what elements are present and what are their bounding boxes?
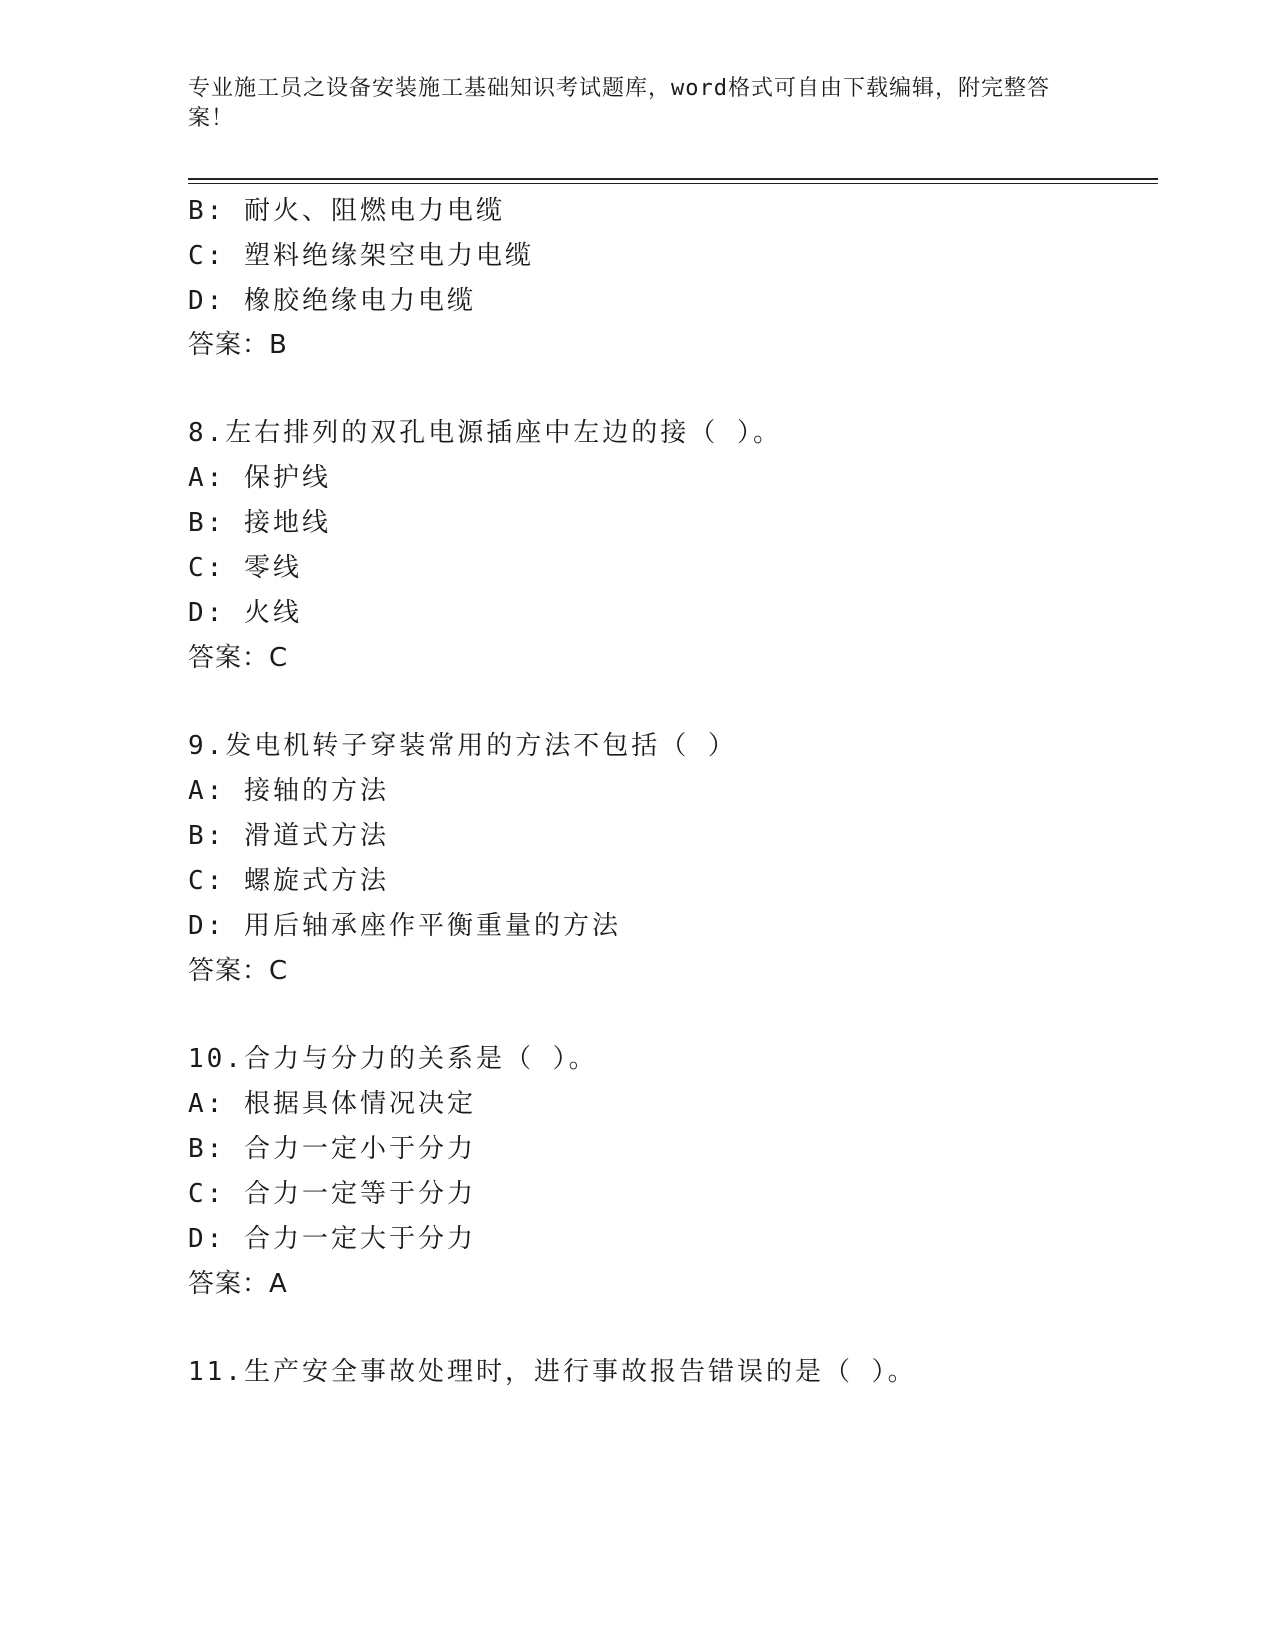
option-line: A: 保护线 [188,463,331,493]
answer-line: 答案：A [188,1269,288,1299]
question-line: 8.左右排列的双孔电源插座中左边的接（ ）。 [188,418,782,448]
option-line: C: 螺旋式方法 [188,866,389,896]
answer-line: 答案：C [188,956,289,986]
question-line: 10.合力与分力的关系是（ ）。 [188,1044,598,1074]
option-line: D: 火线 [188,598,302,628]
option-line: C: 塑料绝缘架空电力电缆 [188,241,534,271]
header-rule-thick [188,178,1158,180]
option-line: B: 接地线 [188,508,331,538]
option-line: A: 根据具体情况决定 [188,1089,476,1119]
option-line: D: 合力一定大于分力 [188,1224,476,1254]
option-line: D: 用后轴承座作平衡重量的方法 [188,911,621,941]
option-line: B: 合力一定小于分力 [188,1134,476,1164]
option-line: C: 合力一定等于分力 [188,1179,476,1209]
question-line: 11.生产安全事故处理时，进行事故报告错误的是（ ）。 [188,1357,917,1387]
answer-line: 答案：C [188,643,289,673]
option-line: D: 橡胶绝缘电力电缆 [188,286,476,316]
option-line: B: 耐火、阻燃电力电缆 [188,196,505,226]
question-line: 9.发电机转子穿装常用的方法不包括（ ） [188,731,737,761]
option-line: B: 滑道式方法 [188,821,389,851]
document-header: 专业施工员之设备安装施工基础知识考试题库，word格式可自由下载编辑，附完整答案！ [188,76,1050,131]
option-line: A: 接轴的方法 [188,776,389,806]
answer-line: 答案：B [188,330,288,360]
option-line: C: 零线 [188,553,302,583]
header-rule-thin [188,183,1158,184]
